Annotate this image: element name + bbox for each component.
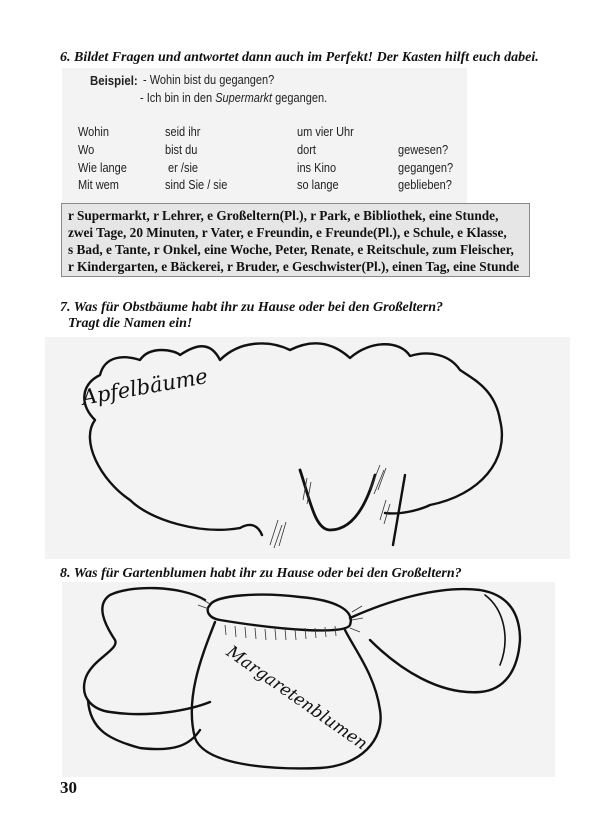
example-question: - Wohin bist du gegangen? (143, 73, 275, 87)
handwritten-answer-apfelbaeume: Apfelbäume (79, 364, 210, 410)
example-answer-post: gegangen. (272, 91, 328, 105)
table-cell: Wo (78, 143, 95, 157)
example-label: Beispiel: (90, 73, 138, 88)
table-cell: dort (297, 143, 316, 157)
cloud-outline (84, 343, 502, 529)
flower-left-lower (88, 700, 200, 749)
table-cell: sind Sie / sie (165, 178, 228, 192)
table-cell: ins Kino (297, 161, 337, 175)
table-cell: um vier Uhr (297, 125, 354, 139)
table-cell: bist du (165, 143, 198, 157)
flower-left-petal (84, 588, 210, 714)
table-cell: Wie lange (78, 161, 127, 175)
grass-hatching (270, 465, 390, 548)
handwritten-answer-margaretenblumen: Margaretenblumen (222, 642, 371, 755)
cloud-trunk-middle (300, 470, 375, 530)
vocabulary-line: zwei Tage, 20 Minuten, r Vater, e Freundin, e Freunde(Pl.), e Schule, e Klasse, (68, 225, 507, 240)
cloud-trunk-left (240, 525, 262, 535)
table-cell: so lange (297, 178, 339, 192)
flower-right-inner (485, 595, 505, 665)
vocabulary-line: r Kindergarten, e Bäckerei, r Bruder, e Geschwister(Pl.), einen Tag, eine Stunde (68, 259, 520, 274)
table-cell: geblieben? (398, 178, 452, 192)
vocabulary-line: s Bad, e Tante, r Onkel, eine Woche, Peter, Renate, e Reitschule, zum Fleischer, (68, 242, 514, 257)
example-answer-pre: - Ich bin in den (140, 91, 216, 105)
table-cell: Mit wem (78, 178, 119, 192)
table-cell: gewesen? (398, 143, 449, 157)
exercise-6-heading: 6. Bildet Fragen und antwortet dann auch im Perfekt! Der Kasten hilft euch dabei. (60, 50, 539, 65)
vocabulary-line: r Supermarkt, r Lehrer, e Großeltern(Pl.), r Park, e Bibliothek, eine Stunde, (68, 208, 499, 223)
exercise-8-heading: 8. Was für Gartenblumen habt ihr zu Hause oder bei den Großeltern? (60, 566, 462, 581)
table-cell: Wohin (78, 125, 109, 139)
table-cell: seid ihr (165, 125, 201, 139)
table-cell: gegangen? (398, 161, 454, 175)
example-answer-italic: Supermarkt (215, 91, 273, 105)
exercise-7-heading-line1: 7. Was für Obstbäume habt ihr zu Hause oder bei den Großeltern? (60, 300, 443, 315)
cloud-trunk-right (393, 475, 405, 545)
flower-center-top (208, 595, 351, 631)
page-number: 30 (60, 778, 77, 797)
exercise-7-heading-line2: Tragt die Namen ein! (68, 316, 193, 331)
table-cell: er /sie (165, 161, 199, 175)
